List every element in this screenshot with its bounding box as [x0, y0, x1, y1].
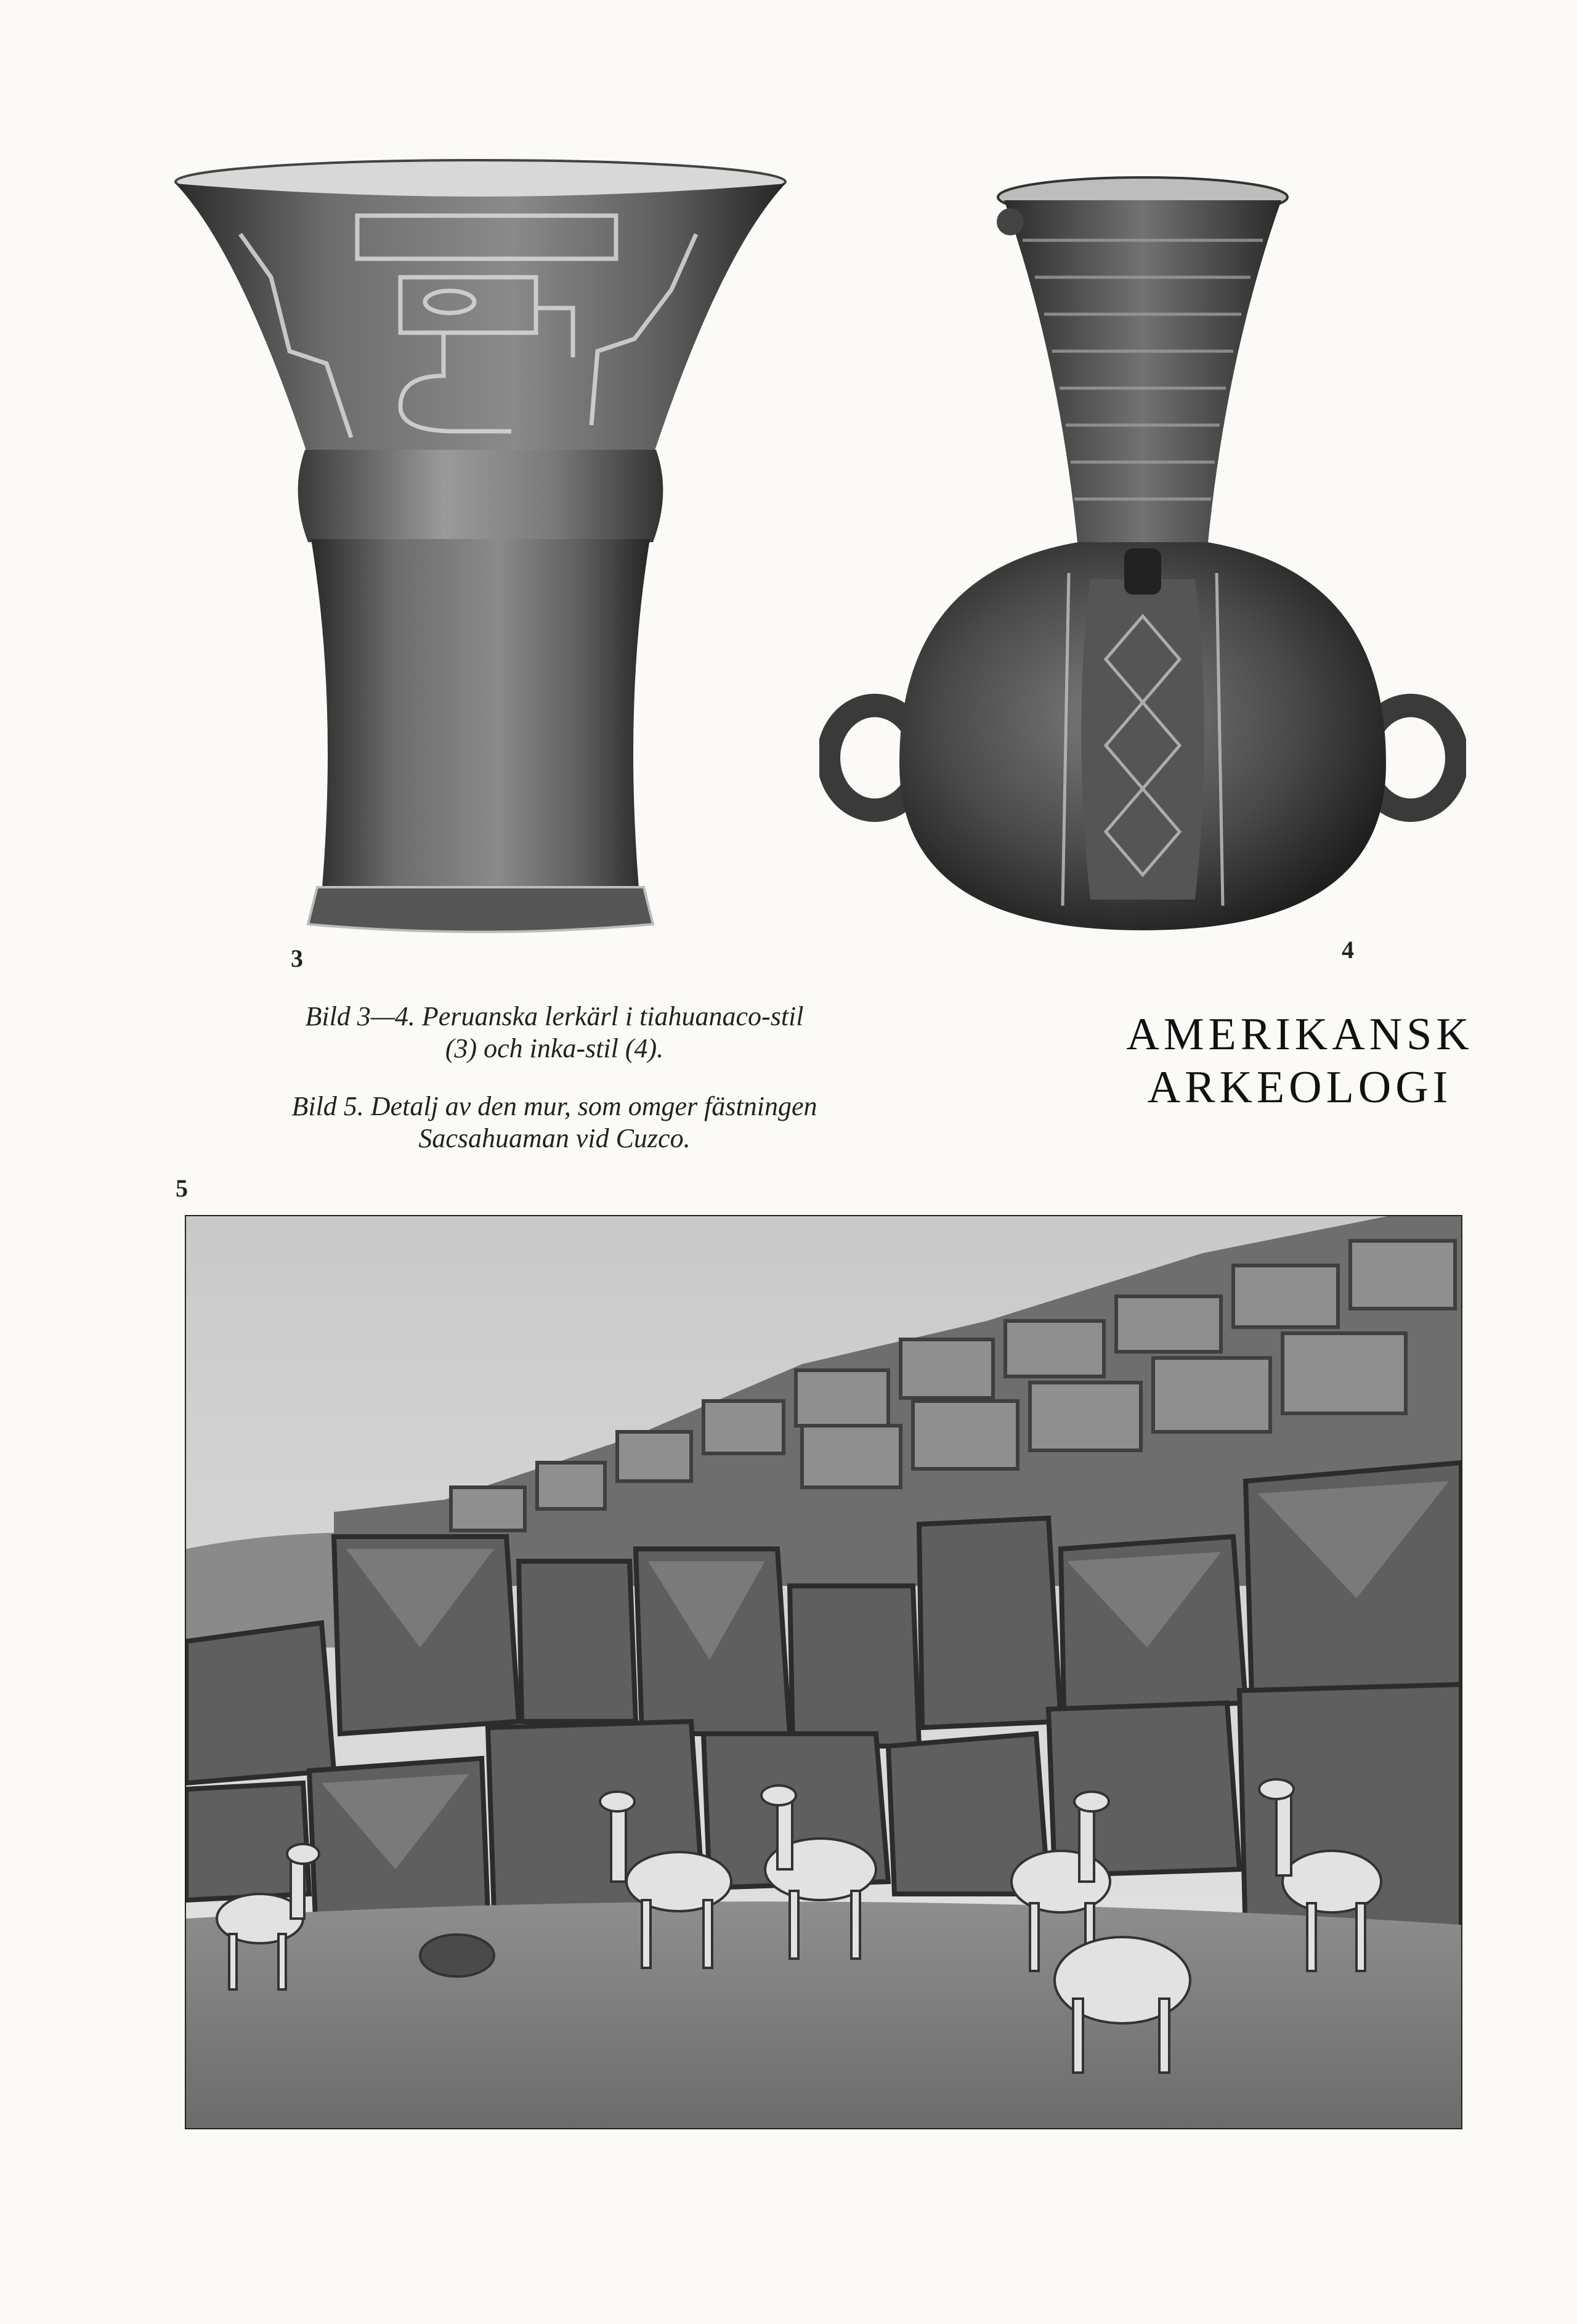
figure-3-image [166, 154, 795, 949]
figure-5-number: 5 [176, 1174, 188, 1202]
inca-jar-photo [819, 173, 1466, 949]
caption-figure-5 [185, 1091, 924, 1155]
section-title [1047, 1008, 1552, 1114]
tiahuanaco-beaker-photo [166, 154, 795, 949]
figure-5-image [185, 1215, 1462, 2129]
figure-4-number: 4 [1342, 936, 1354, 964]
figure-3-number: 3 [291, 945, 303, 972]
caption-line: Bild 5. Detalj av den mur, som omger fästningen [291, 1091, 817, 1121]
caption-line: Sacsahuaman vid Cuzco. [418, 1123, 691, 1153]
caption-line: (3) och inka-stil (4). [445, 1033, 664, 1063]
section-title-line: AMERIKANSK [1126, 1009, 1474, 1060]
figure-4-image [819, 173, 1466, 949]
sacsahuaman-wall-photo [186, 1216, 1461, 2128]
caption-figures-3-4 [185, 1001, 924, 1065]
caption-line: Bild 3—4. Peruanska lerkärl i tiahuanaco-stil [305, 1001, 804, 1031]
section-title-line: ARKEOLOGI [1147, 1062, 1453, 1113]
